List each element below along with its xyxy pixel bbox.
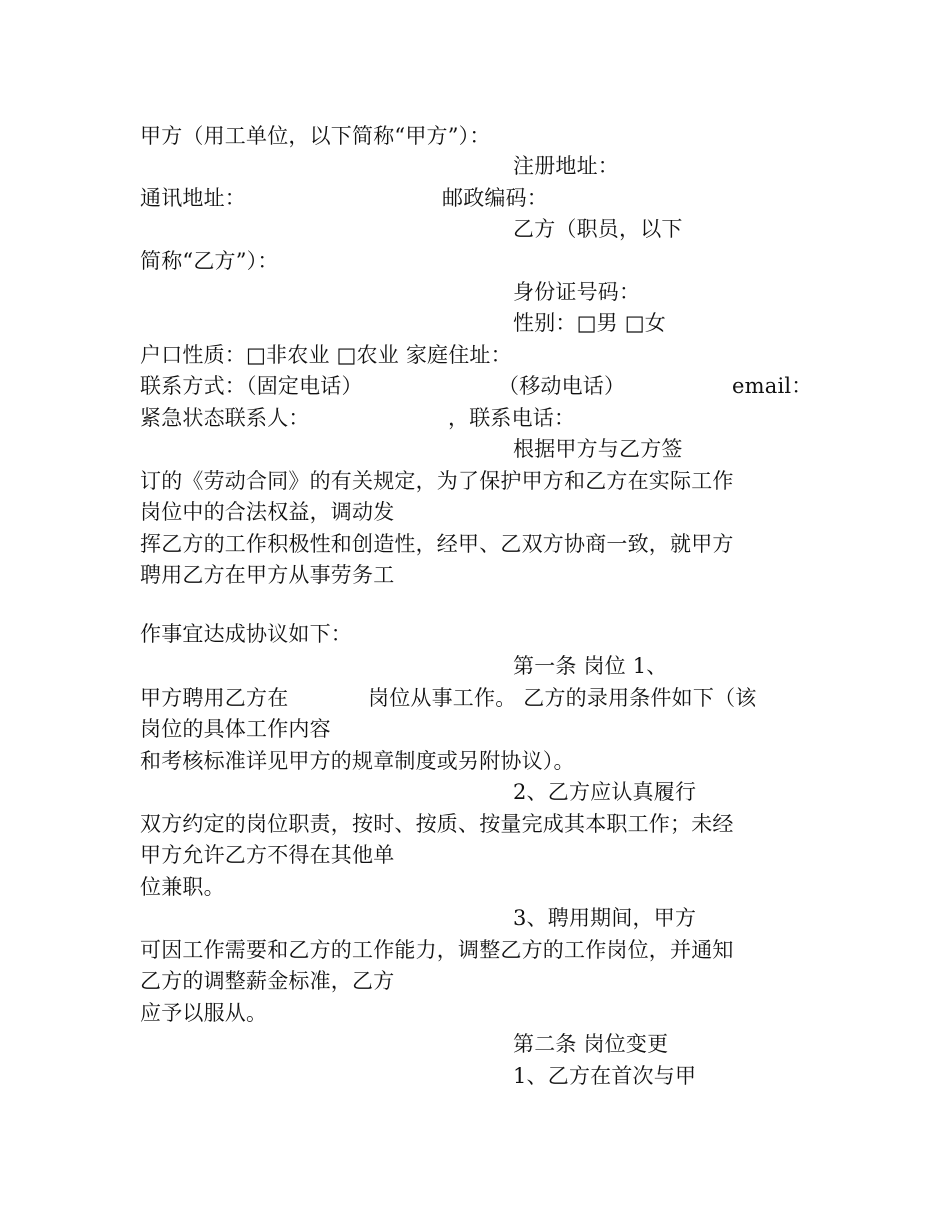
gender-label: 性别：□男 □女: [513, 311, 666, 335]
preamble-line: 岗位中的合法权益，调动发: [140, 500, 395, 524]
id-number-label: 身份证号码：: [513, 280, 641, 304]
email-label: email：: [732, 374, 813, 398]
party-a-heading: 甲方（用工单位，以下简称“甲方”）：: [140, 124, 491, 148]
article-2-heading: 第二条 岗位变更: [513, 1032, 669, 1056]
article-1-heading: 第一条 岗位 1、: [513, 654, 668, 678]
article-1-text: 应予以服从。: [140, 1001, 268, 1025]
article-1-text: 乙方的调整薪金标准，乙方: [140, 969, 395, 993]
preamble-line: 根据甲方与乙方签: [513, 437, 683, 461]
emergency-contact-label: 紧急状态联系人：: [140, 406, 310, 430]
registered-address-label: 注册地址：: [513, 154, 619, 178]
article-2-clause-1: 1、乙方在首次与甲: [513, 1064, 697, 1088]
mailing-address-label: 通讯地址：: [140, 186, 246, 210]
article-1-text: 和考核标准详见甲方的规章制度或另附协议）。: [140, 749, 575, 773]
contact-mobile-label: （移动电话）: [498, 374, 626, 398]
article-1-clause-2: 2、乙方应认真履行: [513, 780, 697, 804]
preamble-line: 订的《劳动合同》的有关规定，为了保护甲方和乙方在实际工作: [140, 469, 734, 493]
article-1-text: 可因工作需要和乙方的工作能力，调整乙方的工作岗位，并通知: [140, 938, 734, 962]
household-label: 户口性质：□非农业 □农业 家庭住址：: [140, 343, 512, 367]
article-1-text: 甲方允许乙方不得在其他单: [140, 843, 395, 867]
party-b-heading-cont: 简称“乙方”）：: [140, 249, 279, 273]
article-1-text: 位兼职。: [140, 875, 225, 899]
preamble-line: 作事宜达成协议如下：: [140, 622, 352, 646]
article-1-text: 双方约定的岗位职责，按时、按质、按量完成其本职工作；未经: [140, 812, 734, 836]
preamble-line: 聘用乙方在甲方从事劳务工: [140, 563, 395, 587]
article-1-clause-3: 3、聘用期间，甲方: [513, 906, 697, 930]
postal-code-label: 邮政编码：: [442, 186, 548, 210]
emergency-phone-label: ，联系电话：: [448, 406, 576, 430]
article-1-text: 甲方聘用乙方在: [140, 686, 289, 710]
party-b-heading: 乙方（职员，以下: [513, 217, 683, 241]
article-1-text: 岗位的具体工作内容: [140, 717, 331, 741]
contact-landline-label: 联系方式：（固定电话）: [140, 374, 363, 398]
article-1-text: 岗位从事工作。 乙方的录用条件如下（该: [368, 686, 757, 710]
preamble-line: 挥乙方的工作积极性和创造性，经甲、乙双方协商一致，就甲方: [140, 532, 734, 556]
